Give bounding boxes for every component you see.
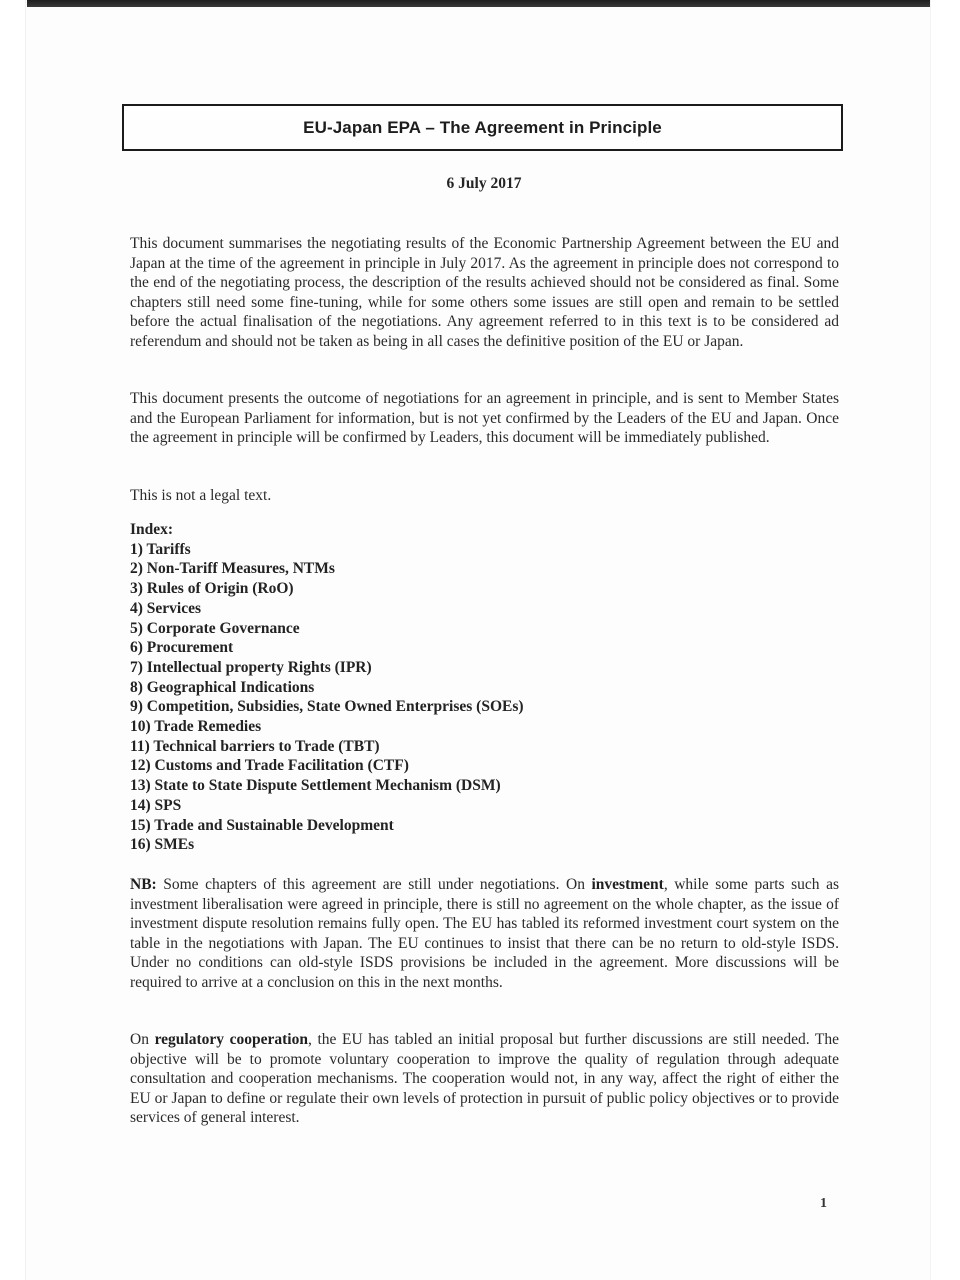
index-heading: Index: (130, 521, 174, 538)
index-list (130, 520, 839, 855)
regulatory-bold: regulatory cooperation (154, 1031, 308, 1048)
page-number: 1 (820, 1196, 827, 1211)
index-item-soes: 9) Competition, Subsidies, State Owned Enterprises (SOEs) (130, 698, 524, 716)
index-item-geographical-indications: 8) Geographical Indications (130, 678, 315, 696)
nb-text-before: Some chapters of this agreement are still under negotiations. On (156, 876, 592, 893)
scan-edge-bar (27, 0, 930, 7)
document-date: 6 July 2017 (446, 175, 522, 192)
nb-text-after: , while some parts such as investment liberalisation were agreed in principle, there is still no agreement on the whole chapter, as the issue of investment dispute resolution remains fully open. The EU has tabled its reformed investment court system on the table in the negotiations with Japan. The EU continues to insist that there can be no return to old-style ISDS. Under no conditions can old-style ISDS provisions be included in the agreement. More discussions will be required to arrive at a conclusion on this in the next months. (130, 876, 839, 991)
scan-right-margin (930, 0, 960, 1280)
paragraph-nb (130, 875, 839, 993)
index-item-tsd: 15) Trade and Sustainable Development (130, 816, 394, 834)
index-item-corporate-governance: 5) Corporate Governance (130, 619, 300, 637)
nb-label: NB: (130, 876, 157, 893)
index-item-sps: 14) SPS (130, 796, 182, 814)
index-item-ntms: 2) Non-Tariff Measures, NTMs (130, 560, 335, 578)
index-item-trade-remedies: 10) Trade Remedies (130, 718, 262, 736)
index-item-dsm: 13) State to State Dispute Settlement Mechanism (DSM) (130, 777, 501, 795)
index-item-ctf: 12) Customs and Trade Facilitation (CTF) (130, 757, 409, 775)
index-item-smes: 16) SMEs (130, 836, 195, 854)
index-item-services: 4) Services (130, 599, 202, 617)
paragraph-regulatory (130, 1030, 839, 1128)
title-box (122, 104, 843, 151)
index-item-tariffs: 1) Tariffs (130, 540, 191, 558)
regulatory-text-before: On (130, 1031, 155, 1048)
index-item-tbt: 11) Technical barriers to Trade (TBT) (130, 737, 380, 755)
paragraph-outcome: This document presents the outcome of negotiations for an agreement in principle, and is sent to Member States and the European Parliament for information, but is not yet confirmed by the Leaders of the EU and Japan. Once the agreement in principle will be confirmed by Leaders, this document will be immediately published. (130, 390, 839, 447)
paragraph-summary: This document summarises the negotiating results of the Economic Partnership Agreement between the EU and Japan at the time of the agreement in principle in July 2017. As the agreement in principle does not correspond to the end of the negotiating process, the description of the results achieved should not be considered as final. Some chapters still need some fine-tuning, while for some others some issues are still open and remain to be settled before the actual finalisation of the negotiations. Any agreement referred to in this text is to be considered ad referendum and should not be taken as being in all cases the definitive position of the EU or Japan. (130, 235, 839, 350)
document-title: EU-Japan EPA – The Agreement in Principle (303, 117, 662, 137)
index-item-procurement: 6) Procurement (130, 639, 234, 657)
nb-investment-bold: investment (591, 876, 664, 893)
paragraph-not-legal-text: This is not a legal text. (130, 487, 272, 504)
scan-left-margin (0, 0, 26, 1280)
index-item-ipr: 7) Intellectual property Rights (IPR) (130, 658, 372, 676)
index-item-roo: 3) Rules of Origin (RoO) (130, 580, 294, 598)
regulatory-text-after: , the EU has tabled an initial proposal but further discussions are still needed. The objective will be to promote voluntary cooperation to improve the quality of regulation through adequate consultation and cooperation mechanisms. The cooperation would not, in any way, affect the right of either the EU or Japan to define or regulate their own levels of protection in pursuit of public policy objectives or to provide services of general interest. (130, 1031, 839, 1127)
